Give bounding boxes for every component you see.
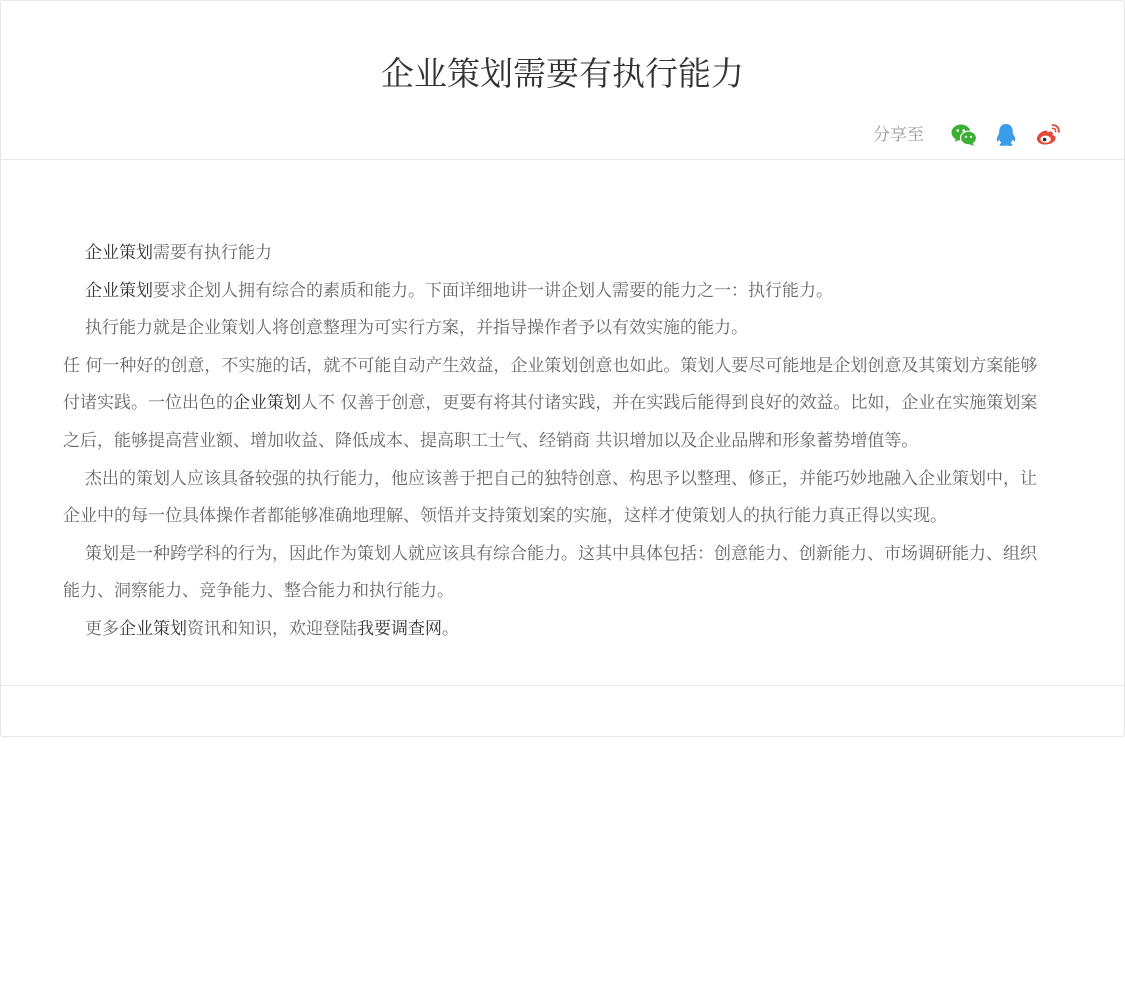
paragraph — [63, 235, 1053, 273]
footer-divider — [1, 685, 1124, 686]
qq-icon[interactable] — [992, 121, 1020, 149]
paragraph-text: 人不 仅善于创意，更要有将其付诸实践，并在实践后能得到良好的效益。比如，企业在实施策划案之后，能够提高营业额、增加收益、降低成本、提高职工士气、经销商 共识增加以及企业品牌和形象蓄势增值等。 — [63, 393, 1038, 451]
keyword-link[interactable]: 企业策划 — [233, 393, 301, 414]
paragraph-text: 更多 — [85, 618, 119, 639]
paragraph-text: 杰出的策划人应该具备较强的执行能力，他应该善于把自己的独特创意、构思予以整理、修正，并能巧妙地融入企业策划中，让企业中的每一位具体操作者都能够准确地理解、领悟并支持策划案的实施，这样才使策划人的执行能力真正得以实现。 — [63, 468, 1037, 527]
site-link[interactable]: 我要调查网 — [357, 618, 442, 639]
paragraph — [63, 611, 1053, 649]
paragraph-text: 资讯和知识，欢迎登陆 — [187, 618, 357, 639]
wechat-icon[interactable] — [950, 121, 978, 149]
share-label: 分享至 — [873, 125, 924, 145]
paragraph-text: 策划是一种跨学科的行为，因此作为策划人就应该具有综合能力。这其中具体包括：创意能力、创新能力、市场调研能力、组织能力、洞察能力、竞争能力、整合能力和执行能力。 — [63, 543, 1037, 602]
paragraph-text: 要求企划人拥有综合的素质和能力。下面详细地讲一讲企划人需要的能力之一：执行能力。 — [153, 280, 833, 301]
page-title: 企业策划需要有执行能力 — [381, 54, 744, 93]
share-bar — [873, 121, 1062, 149]
paragraph — [63, 273, 1053, 311]
paragraph — [63, 348, 1053, 461]
paragraph-text: 。 — [442, 618, 459, 639]
paragraph — [63, 461, 1053, 536]
paragraph — [63, 310, 1053, 348]
weibo-icon[interactable] — [1034, 121, 1062, 149]
paragraph-text: 任 何一种好的创意，不实施的话，就不可能自动产生效益，企业策划创意也如此。策划人要尽可能地是企划创意及其策划方案能够付诸实践。一位出色的 — [63, 355, 1038, 414]
paragraph-text: 执行能力就是企业策划人将创意整理为可实行方案，并指导操作者予以有效实施的能力。 — [85, 318, 748, 339]
paragraph — [63, 536, 1053, 611]
article-body — [63, 235, 1053, 649]
keyword-link[interactable]: 企业策划 — [119, 618, 187, 639]
article-header — [1, 1, 1124, 160]
keyword-link[interactable]: 企业策划 — [85, 280, 153, 301]
keyword-link[interactable]: 企业策划 — [85, 243, 153, 263]
paragraph-text: 需要有执行能力 — [153, 243, 272, 263]
